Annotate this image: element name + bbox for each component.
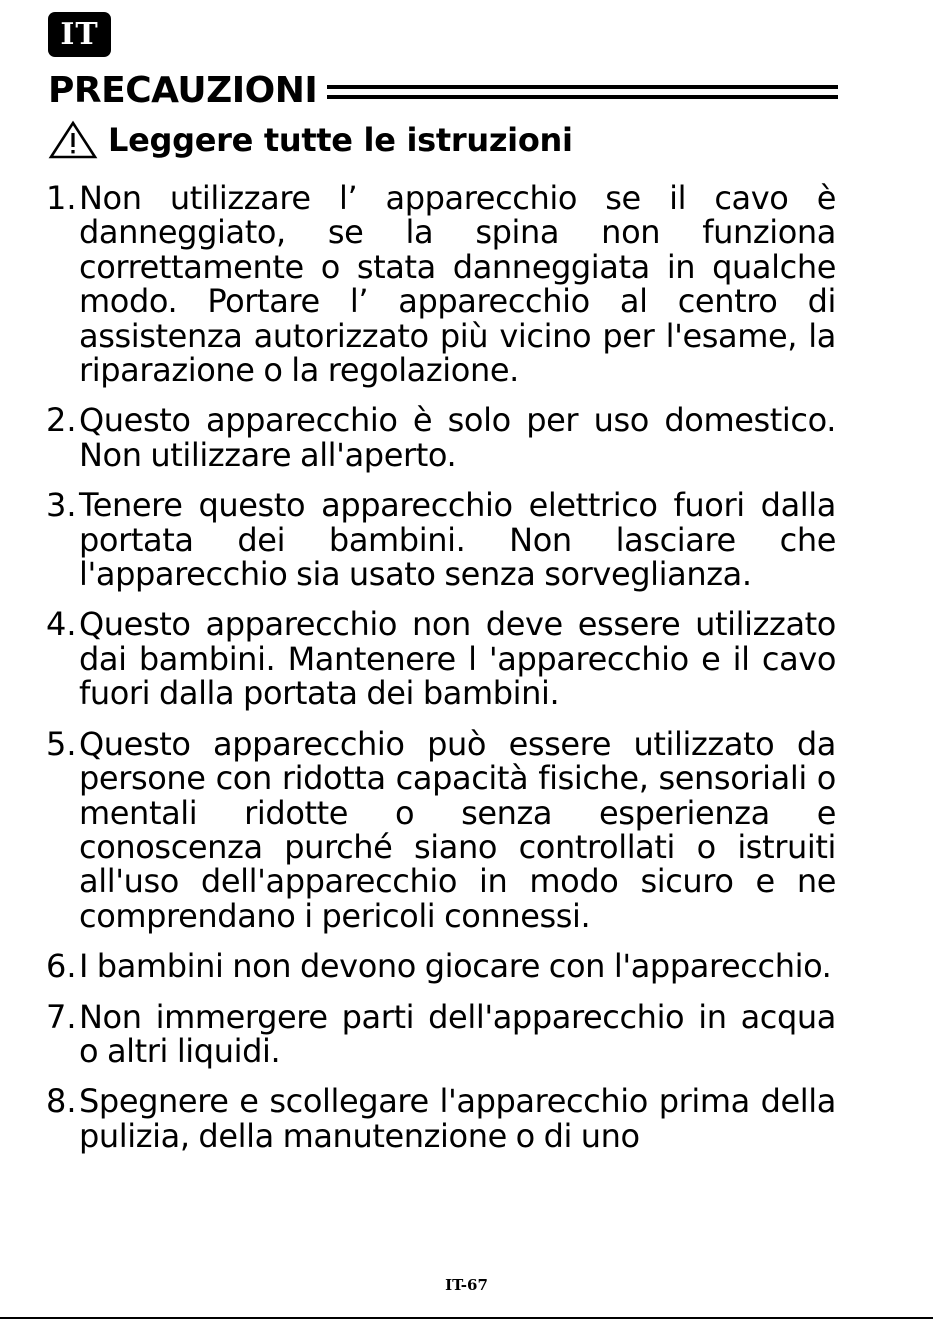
- page-number: IT-67: [445, 1276, 488, 1294]
- item-number: 5.: [46, 724, 77, 763]
- precautions-list: [46, 181, 836, 1169]
- page-title: PRECAUZIONI: [48, 69, 318, 111]
- item-text: Questo apparecchio può essere utilizzato da persone con ridotta capacità fisiche, sensoriali o mentali ridotte o senza esperienza e conoscenza purché siano controllati o istruiti all'uso dell'apparecchio in modo sicuro e ne comprendano i pericoli connessi.: [79, 724, 836, 935]
- item-number: 2.: [46, 401, 77, 440]
- item-number: 1.: [46, 179, 77, 217]
- language-badge: IT: [48, 12, 111, 57]
- list-item: [46, 605, 836, 713]
- section-subtitle: Leggere tutte le istruzioni: [108, 121, 573, 159]
- item-number: 4.: [46, 605, 77, 644]
- list-item: [46, 486, 836, 594]
- bottom-rule: [0, 1317, 933, 1319]
- item-number: 6.: [46, 947, 77, 986]
- item-text: Questo apparecchio non deve essere utilizzato dai bambini. Mantenere l 'apparecchio e il cavo fuori dalla portata dei bambini.: [79, 605, 836, 713]
- subheading-row: [48, 118, 573, 162]
- item-text: Non immergere parti dell'apparecchio in acqua o altri liquidi.: [79, 997, 836, 1070]
- list-item: [46, 724, 836, 935]
- item-text: Questo apparecchio è solo per uso domestico. Non utilizzare all'aperto.: [79, 401, 836, 474]
- list-item: [46, 1084, 836, 1153]
- item-text: I bambini non devono giocare con l'apparecchio.: [79, 947, 832, 986]
- item-text: Non utilizzare l’ apparecchio se il cavo è danneggiato, se la spina non funziona correttamente o stata danneggiata in qualche modo. Portare l’ apparecchio al centro di assistenza autorizzato più vicino per l'esame, la riparazione o la regolazione.: [79, 179, 836, 390]
- warning-triangle-icon: [48, 120, 98, 160]
- list-item: [46, 403, 836, 472]
- item-text: Spegnere e scollegare l'apparecchio prima della pulizia, della manutenzione o di uno: [79, 1082, 836, 1155]
- item-text: Tenere questo apparecchio elettrico fuori dalla portata dei bambini. Non lasciare che l'apparecchio sia usato senza sorveglianza.: [79, 486, 836, 594]
- item-number: 7.: [46, 997, 77, 1036]
- list-item: [46, 179, 836, 390]
- list-item: [46, 997, 836, 1070]
- section-header: [48, 64, 838, 116]
- list-item: [46, 947, 836, 986]
- title-double-rule: [327, 85, 838, 99]
- item-number: 3.: [46, 486, 77, 525]
- item-number: 8.: [46, 1082, 77, 1121]
